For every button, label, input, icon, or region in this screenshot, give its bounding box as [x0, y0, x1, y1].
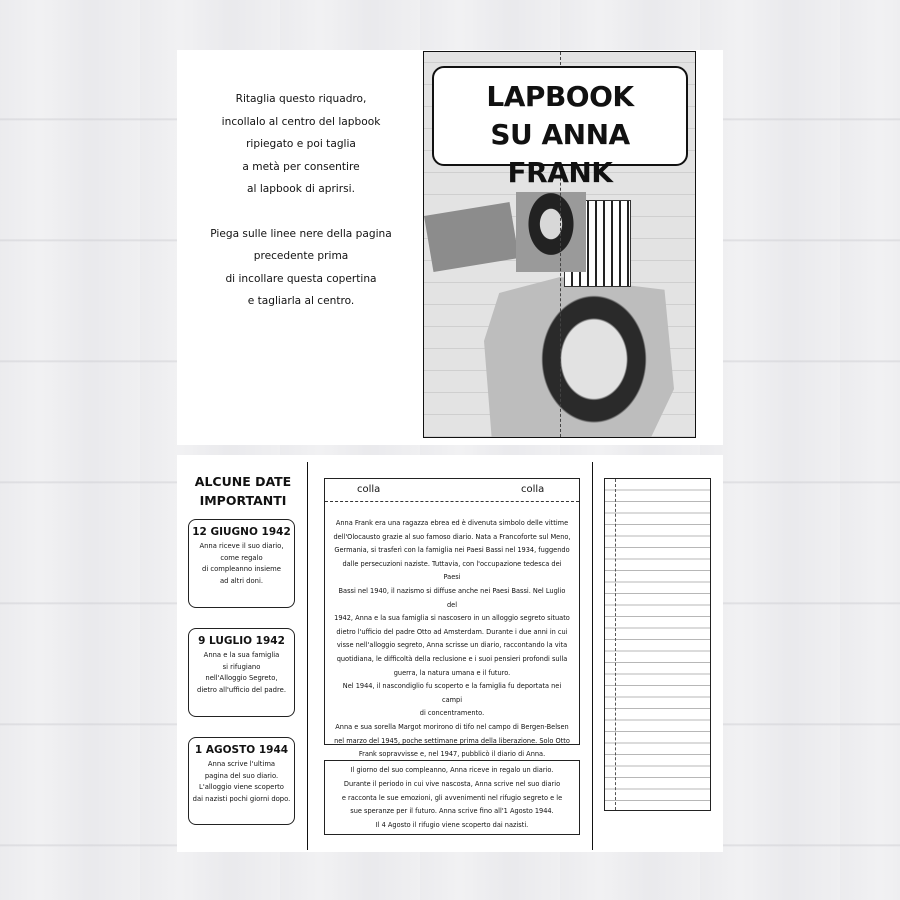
story-text — [333, 517, 571, 762]
date-card — [188, 519, 295, 608]
date-card-line: di compleanno insieme — [202, 565, 281, 573]
diary-note-box — [324, 760, 580, 835]
date-card — [188, 628, 295, 717]
instruction-line: al lapbook di aprirsi. — [247, 183, 355, 195]
date-card-line: come regalo — [220, 553, 263, 562]
story-line: 1942, Anna e la sua famiglia si nascosero in un alloggio segreto situato — [334, 614, 570, 623]
date-card-line: pagina del suo diario. — [204, 771, 279, 780]
story-line: dalle persecuzioni naziste. Tuttavia, con l'occupazione tedesca dei Paesi — [342, 559, 562, 582]
date-card-line: ad altri doni. — [219, 576, 264, 585]
fold-line — [592, 462, 593, 850]
story-line: Frank sopravvisse e, nel 1947, pubblicò il diario di Anna. — [358, 750, 546, 759]
instruction-line: incollalo al centro del lapbook — [221, 115, 381, 128]
date-card-line: nell'Alloggio Segreto, — [205, 674, 278, 682]
collage-brush-stroke — [424, 202, 519, 272]
date-card-date: 1 AGOSTO 1944 — [194, 744, 289, 756]
story-line: Nel 1944, il nascondiglio fu scoperto e la famiglia fu deportata nei campi — [342, 682, 562, 704]
date-card — [188, 737, 295, 825]
story-line: guerra, la natura umana e il futuro. — [393, 668, 511, 677]
story-line: nel marzo del 1945, poche settimane prima della liberazione. Solo Otto — [334, 736, 570, 745]
lapbook-cover — [423, 51, 696, 438]
story-line: Anna e sua sorella Margot morirono di tifo nel campo di Bergen-Belsen — [335, 722, 569, 731]
story-line: Anna Frank era una ragazza ebrea ed è divenuta simbolo delle vittime — [335, 519, 569, 527]
story-text-box — [324, 478, 580, 759]
glue-strip — [325, 479, 579, 502]
dates-title — [188, 472, 298, 510]
dates-title-line-2: IMPORTANTI — [199, 493, 287, 508]
instruction-line: a metà per consentire — [242, 160, 360, 173]
dates-title-line-1: ALCUNE DATE — [194, 474, 292, 489]
note-line: e racconta le sue emozioni, gli avvenimenti nel rifugio segreto e le — [341, 793, 563, 802]
date-card-line: Anna e la sua famiglia — [203, 651, 280, 659]
anna-frank-portrait-small — [516, 192, 586, 272]
instruction-line: precedente prima — [253, 250, 349, 262]
instruction-line: Piega sulle linee nere della pagina — [210, 227, 392, 240]
story-line: dietro l'ufficio del padre Otto ad Amsterdam. Durante i due anni in cui — [336, 627, 568, 636]
date-card-line: si rifugiano — [222, 662, 261, 671]
instruction-line: di incollare questa copertina — [225, 272, 377, 285]
date-card-date: 9 LUGLIO 1942 — [198, 635, 285, 647]
fold-line — [307, 462, 308, 850]
cover-title-line-2: SU ANNA FRANK — [490, 118, 630, 189]
note-line: Durante il periodo in cui vive nascosta, Anna scrive nel suo diario — [343, 779, 561, 788]
instruction-line: ripiegato e poi taglia — [246, 138, 356, 150]
date-card-line: dai nazisti pochi giorni dopo. — [192, 794, 291, 803]
date-card-line: dietro all'ufficio del padre. — [197, 685, 286, 694]
note-line: Il giorno del suo compleanno, Anna riceve in regalo un diario. — [350, 766, 554, 774]
instructions-text — [196, 88, 406, 313]
note-line: Il 4 Agosto il rifugio viene scoperto dai nazisti. — [375, 821, 529, 830]
lined-writing-page — [604, 478, 711, 811]
date-card-line: L'alloggio viene scoperto — [199, 783, 284, 791]
date-card-line: Anna scrive l'ultima — [207, 760, 276, 768]
glue-label: colla — [357, 484, 381, 495]
note-line: sue speranze per il futuro. Anna scrive fino all'1 Agosto 1944. — [350, 807, 554, 816]
cover-title-box — [432, 66, 688, 189]
date-card-date: 12 GIUGNO 1942 — [192, 526, 291, 538]
story-line: Germania, si trasferì con la famiglia nei Paesi Bassi nel 1934, fuggendo — [334, 546, 570, 555]
cover-title-line-1: LAPBOOK — [486, 80, 634, 113]
story-line: di concentramento. — [419, 709, 485, 718]
anna-frank-portrait-large — [534, 292, 654, 432]
story-line: quotidiana, le difficoltà della reclusione e i suoi pensieri profondi sulla — [336, 654, 568, 663]
story-line: visse nell'alloggio segreto, Anna scrisse un diario, raccontando la vita — [336, 641, 568, 650]
story-line: Bassi nel 1940, il nazismo si diffuse anche nei Paesi Bassi. Nel Luglio del — [338, 586, 566, 609]
glue-label: colla — [521, 484, 545, 495]
margin-line — [615, 479, 616, 810]
story-line: dell'Olocausto grazie al suo famoso diario. Nata a Francoforte sul Meno, — [333, 532, 571, 541]
instruction-line: e tagliarla al centro. — [247, 295, 355, 307]
date-card-line: Anna riceve il suo diario, — [199, 542, 284, 550]
instruction-line: Ritaglia questo riquadro, — [235, 93, 367, 105]
